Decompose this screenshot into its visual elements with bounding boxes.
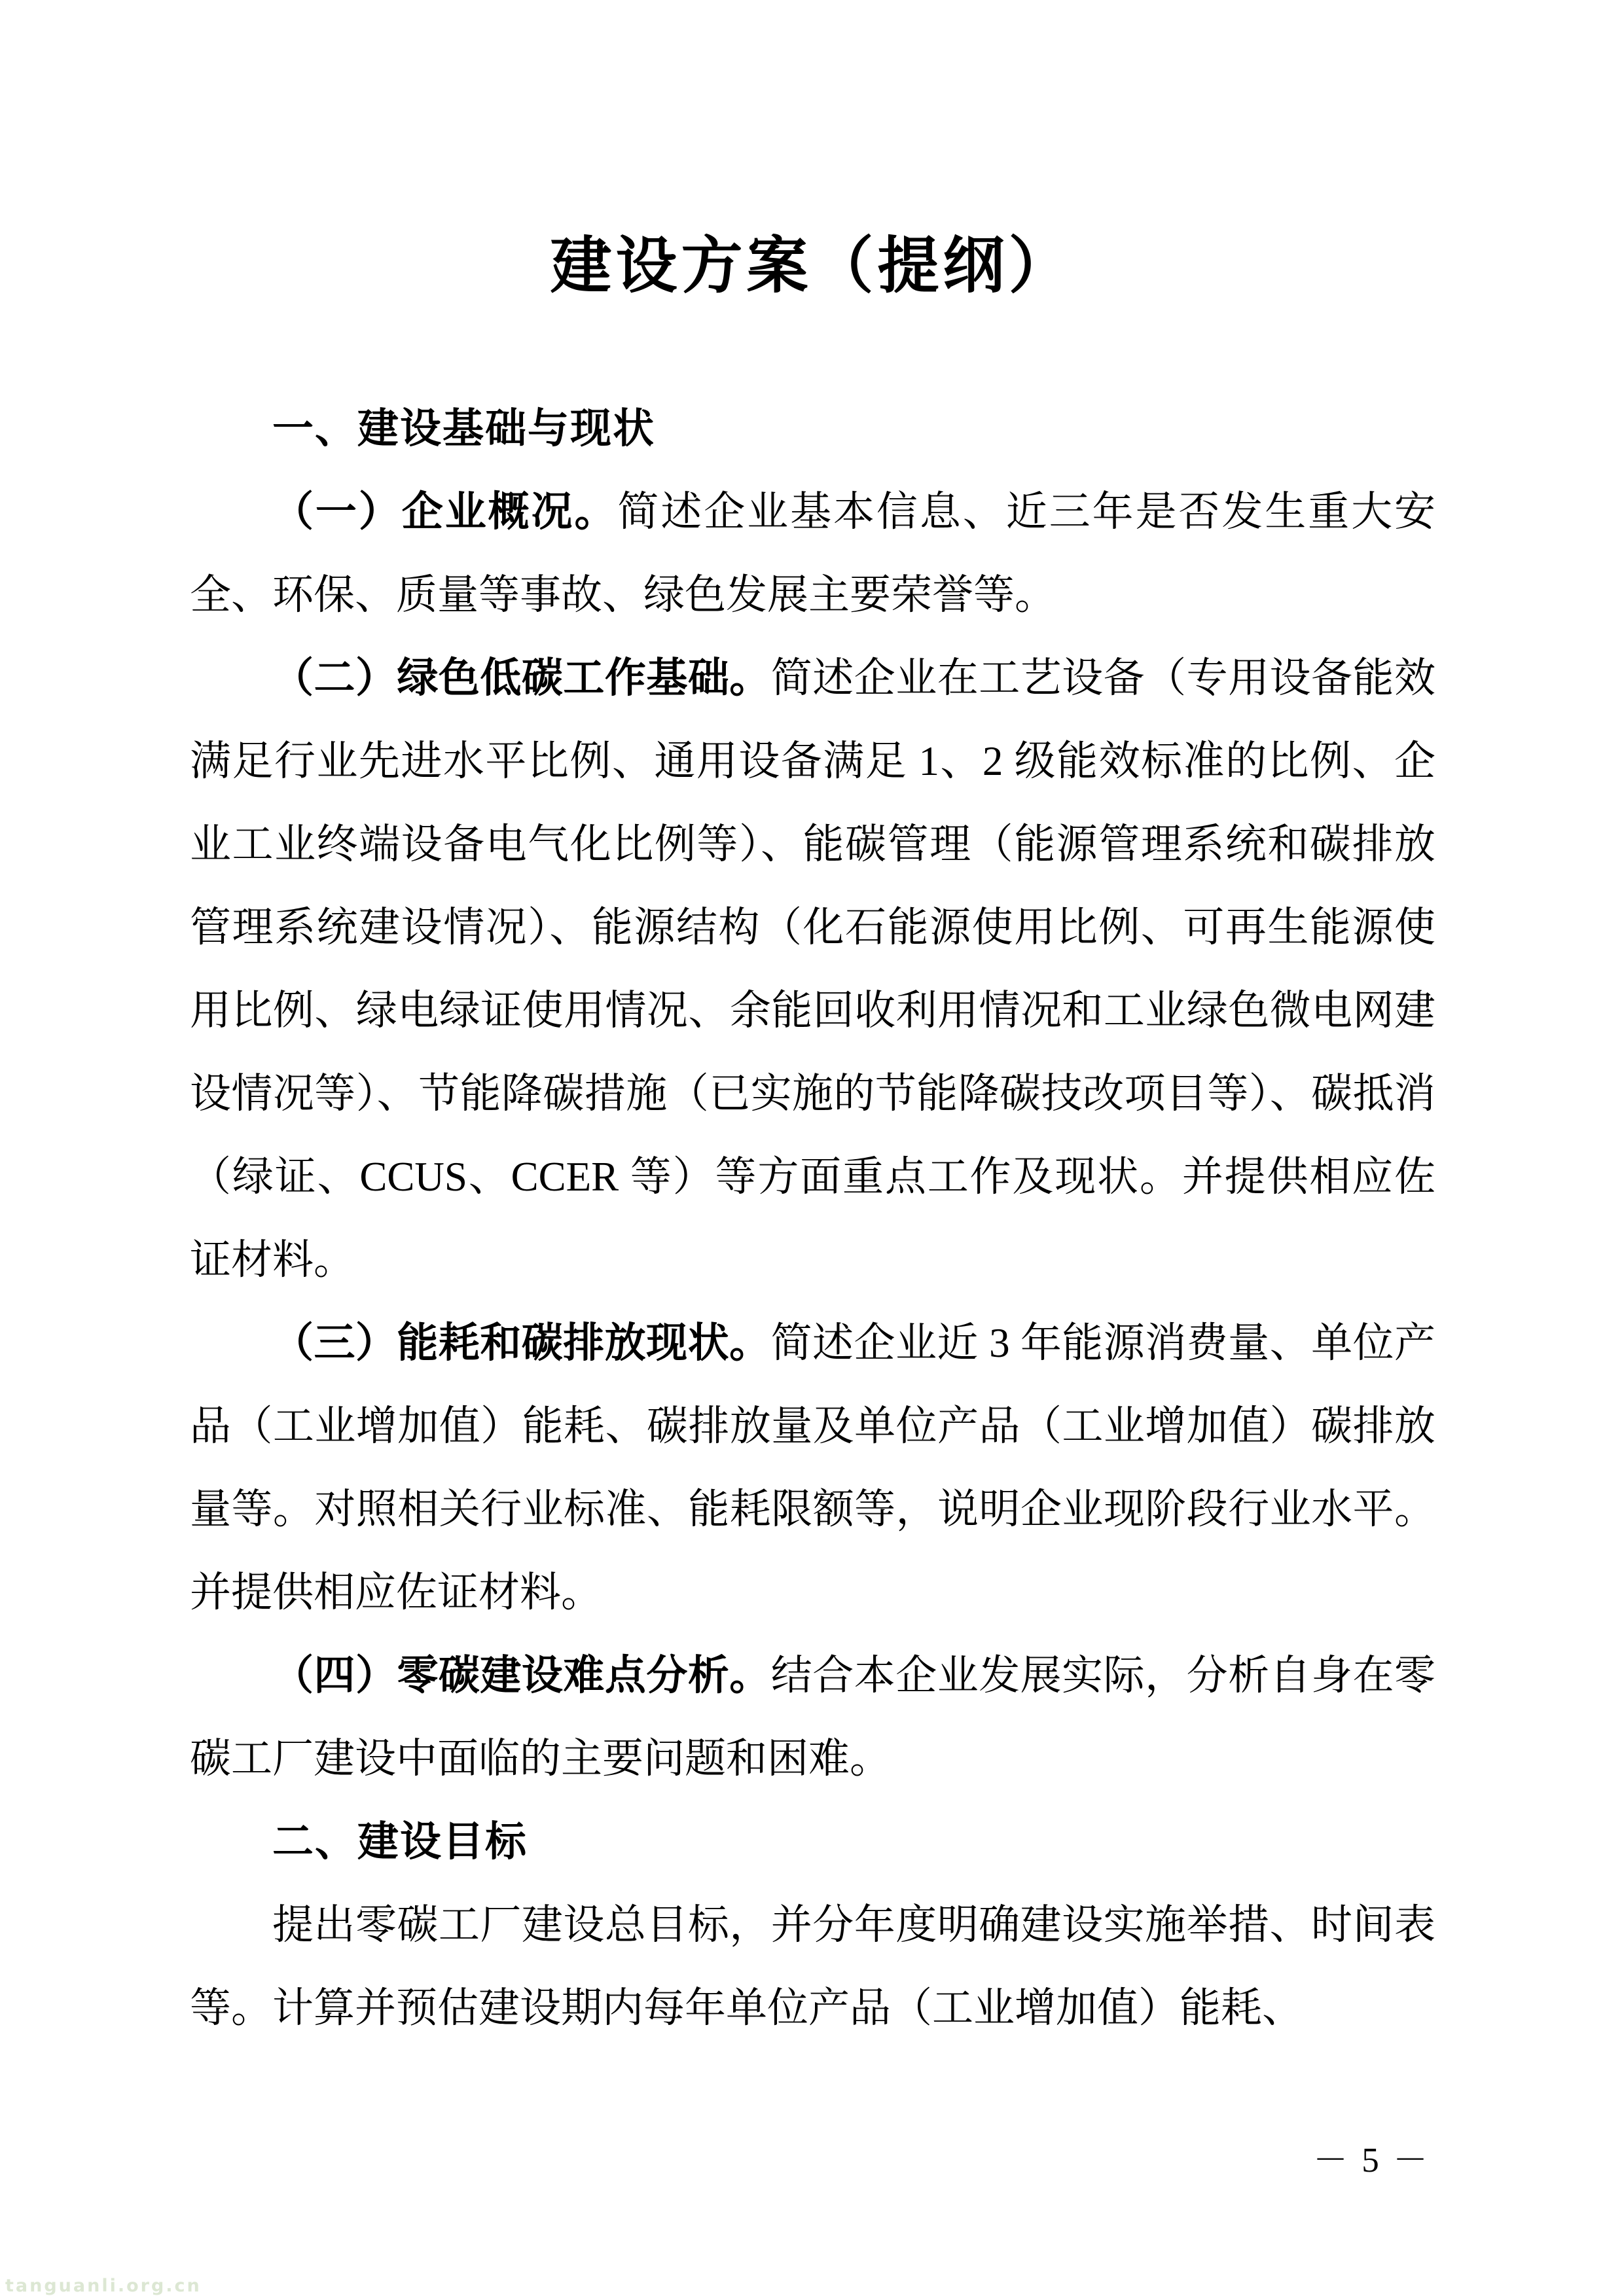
paragraph-text: 简述企业近 3 年能源消费量、单位产品（工业增加值）能耗、碳排放量及单位产品（工业增加值）碳排放量等。对照相关行业标准、能耗限额等，说明企业现阶段行业水平。并提供相应佐证材料。	[190, 1320, 1436, 1615]
paragraph-text: 简述企业在工艺设备（专用设备能效满足行业先进水平比例、通用设备满足 1、2 级能效标准的比例、企业工业终端设备电气化比例等）、能碳管理（能源管理系统和碳排放管理系统建设情况）、能源结构（化石能源使用比例、可再生能源使用比例、绿电绿证使用情况、余能回收利用情况和工业绿色微电网建设情况等）、节能降碳措施（已实施的节能降碳技改项目等）、碳抵消（绿证、CCUS、CCER 等）等方面重点工作及现状。并提供相应佐证材料。	[190, 655, 1436, 1283]
paragraph-lead: （四）零碳建设难点分析。	[272, 1653, 771, 1698]
document-body	[190, 387, 1435, 2050]
paragraph-lead: （一）企业概况。	[272, 489, 618, 535]
paragraph-energy-carbon-status	[190, 1302, 1435, 1634]
paragraph-company-overview	[190, 471, 1435, 637]
paragraph-lead: （二）绿色低碳工作基础。	[272, 655, 771, 701]
paragraph-difficulty-analysis	[190, 1634, 1435, 1801]
page-number: － 5 －	[1313, 2142, 1430, 2179]
paragraph-construction-goals	[190, 1884, 1435, 2050]
paragraph-text: 提出零碳工厂建设总目标，并分年度明确建设实施举措、时间表等。计算并预估建设期内每年单位产品（工业增加值）能耗、	[190, 1902, 1435, 2031]
section-heading-1: 一、建设基础与现状	[272, 406, 655, 452]
section-heading-2: 二、建设目标	[272, 1819, 528, 1865]
paragraph-text: 结合本企业发展实际，分析自身在零碳工厂建设中面临的主要问题和困难。	[190, 1653, 1436, 1782]
watermark: tanguanli.org.cn	[5, 2276, 202, 2296]
paragraph-lead: （三）能耗和碳排放现状。	[272, 1320, 771, 1366]
paragraph-green-lowcarbon-basis	[190, 637, 1435, 1302]
document-title: 建设方案（提纲）	[550, 232, 1074, 300]
paragraph-text: 简述企业基本信息、近三年是否发生重大安全、环保、质量等事故、绿色发展主要荣誉等。	[190, 489, 1436, 618]
